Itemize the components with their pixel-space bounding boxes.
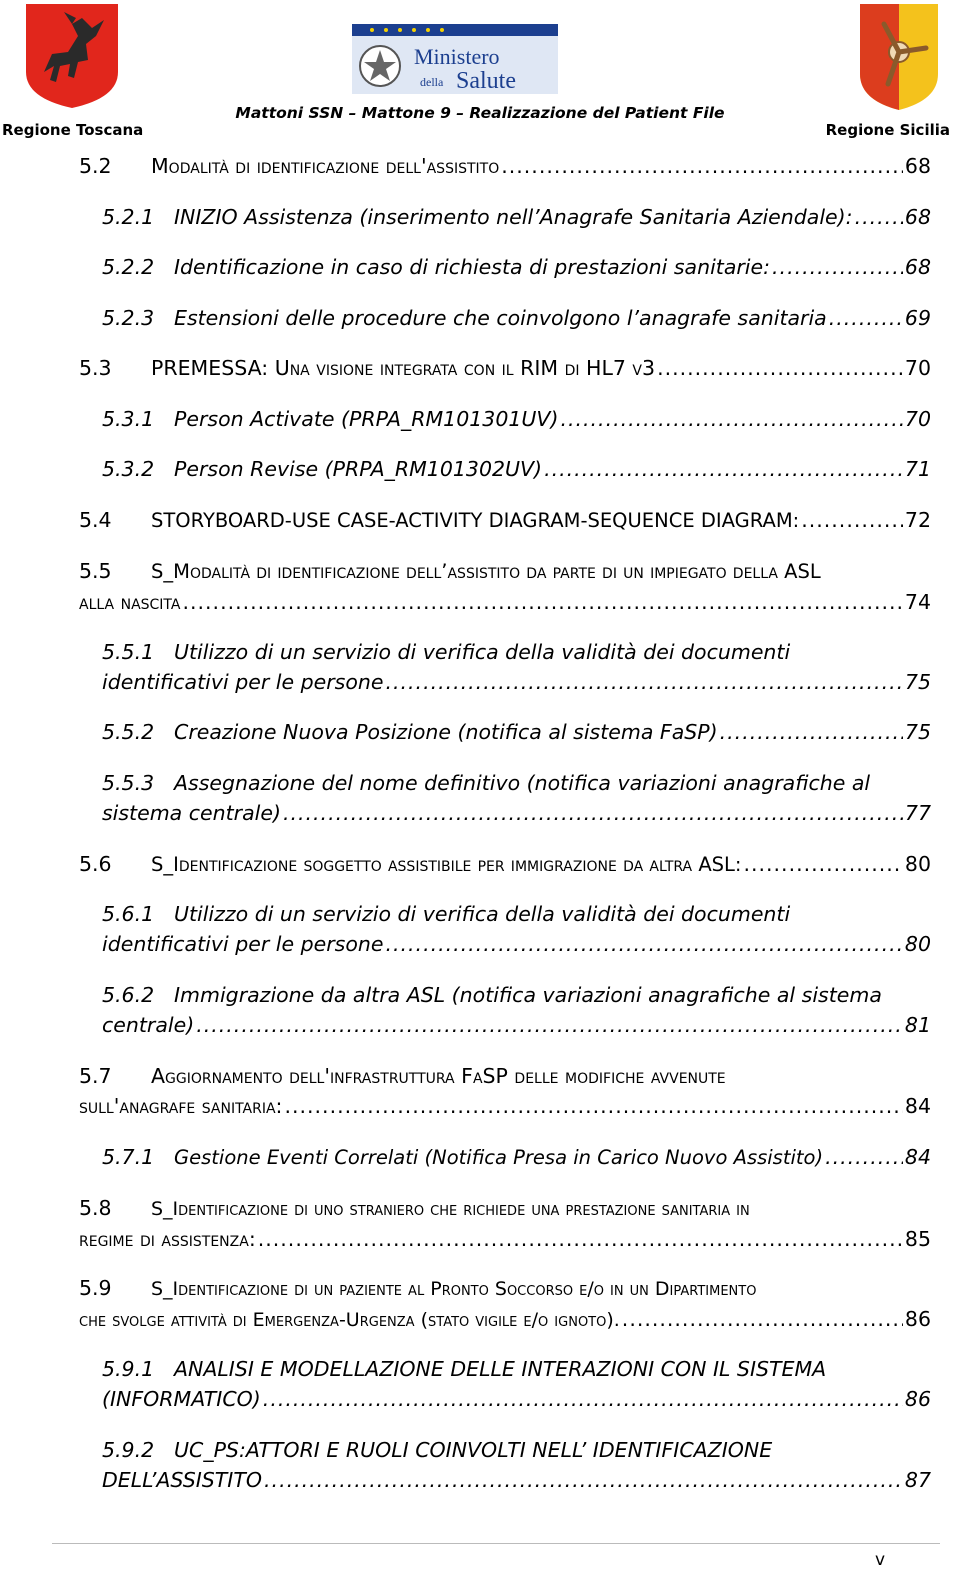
ministero-salute-logo [352, 24, 558, 94]
toc-leader [283, 798, 903, 828]
toc-page: 71 [904, 457, 931, 481]
toc-title-line1: Immigrazione da altra ASL (notifica variazioni anagrafiche al sistema [174, 983, 882, 1007]
toc-page: 74 [904, 590, 931, 614]
toc-entry-5-3[interactable] [79, 353, 931, 383]
toc-title-line2: sull'anagrafe sanitaria: [79, 1094, 283, 1118]
toc-entry-5-6-2[interactable] [102, 980, 931, 1040]
toc-entry-5-9-1[interactable] [102, 1354, 931, 1414]
toc-page: 87 [904, 1468, 931, 1492]
toc-entry-5-2-1[interactable] [102, 202, 931, 232]
toc-title: Identificazione in caso di richiesta di prestazioni sanitarie: [174, 255, 771, 279]
toc-entry-5-3-2[interactable] [102, 454, 931, 484]
toc-page: 68 [904, 255, 931, 279]
toc-entry-5-7[interactable] [79, 1061, 931, 1121]
toc-title-line1: Utilizzo di un servizio di verifica della validità dei documenti [174, 902, 791, 926]
toc-leader [743, 849, 902, 879]
toc-title-line1: S_Identificazione di un paziente al Pronto Soccorso e/o in un Dipartimento [151, 1278, 757, 1300]
toc-title: STORYBOARD-USE CASE-ACTIVITY DIAGRAM-SEQUENCE DIAGRAM: [151, 509, 800, 532]
header-title: Mattoni SSN – Mattone 9 – Realizzazione del Patient File [235, 104, 725, 122]
toc-page: 84 [904, 1145, 931, 1169]
toc-page: 84 [904, 1094, 931, 1118]
toc-title-line2: che svolge attività di Emergenza-Urgenza (stato vigile e/o ignoto). [79, 1309, 620, 1331]
toc-number: 5.3.2 [102, 457, 155, 481]
toc-leader [829, 303, 903, 333]
toc-number: 5.7 [79, 1064, 112, 1088]
toc-page: 68 [904, 205, 931, 229]
toc-number: 5.9.2 [102, 1438, 155, 1462]
toc-page: 77 [904, 801, 931, 825]
toc-page: 75 [904, 720, 931, 744]
toc-number: 5.6.1 [102, 902, 155, 926]
ministry-logo-line2: della [420, 75, 444, 89]
toc-leader [385, 929, 902, 959]
toc-title: Estensioni delle procedure che coinvolgono l’anagrafe sanitaria [174, 306, 827, 330]
toc-number: 5.3 [79, 356, 112, 380]
toc-entry-5-2[interactable] [79, 151, 931, 181]
toc-number: 5.5.2 [102, 720, 155, 744]
toc-leader [560, 404, 902, 434]
toc-number: 5.9.1 [102, 1357, 155, 1381]
toc-title-line2: (INFORMATICO) [102, 1387, 261, 1411]
toc-number: 5.4 [79, 508, 112, 532]
toc-entry-5-5-3[interactable] [102, 768, 931, 828]
footer-page-number: v [875, 1550, 886, 1570]
toc-title-line2: centrale) [102, 1013, 195, 1037]
ministry-logo-line1: Ministero [414, 44, 500, 69]
toc-number: 5.2 [79, 154, 112, 178]
toc-page: 86 [904, 1387, 931, 1411]
toc-title-line1: S_Modalità di identificazione dell’assistito da parte di un impiegato della ASL [151, 560, 821, 583]
toc-page: 68 [904, 154, 931, 178]
toc-entry-5-7-1[interactable] [102, 1142, 931, 1173]
toc-page: 69 [904, 306, 931, 330]
toc-title-line1: S_Identificazione di uno straniero che richiede una prestazione sanitaria in [151, 1198, 750, 1220]
toc-title-line1: Aggiornamento dell'infrastruttura FaSP delle modifiche avvenute [151, 1064, 726, 1088]
toc-entry-5-3-1[interactable] [102, 404, 931, 434]
toc-number: 5.2.3 [102, 306, 155, 330]
toc-number: 5.6.2 [102, 983, 155, 1007]
toc-entry-5-5-1[interactable] [102, 637, 931, 697]
toc-title-line2: sistema centrale) [102, 801, 281, 825]
toc-title: Creazione Nuova Posizione (notifica al sistema FaSP) [174, 720, 718, 744]
toc-title: PREMESSA: Una visione integrata con il RIM di HL7 v3 [151, 356, 656, 380]
toc-entry-5-5-2[interactable] [102, 717, 931, 747]
toc-number: 5.7.1 [102, 1145, 155, 1169]
toc-number: 5.5.1 [102, 640, 155, 664]
toc-page: 86 [904, 1307, 931, 1331]
ministry-logo-line3: Salute [456, 68, 516, 94]
regione-toscana-logo [24, 2, 120, 110]
toc-title: INIZIO Assistenza (inserimento nell’Anagrafe Sanitaria Aziendale): [174, 205, 853, 229]
toc-leader [258, 1224, 903, 1254]
toc-page: 80 [904, 852, 931, 876]
toc-entry-5-9-2[interactable] [102, 1435, 931, 1495]
toc-leader [855, 202, 903, 232]
toc-title-line1: ANALISI E MODELLAZIONE DELLE INTERAZIONI CON IL SISTEMA [174, 1357, 827, 1381]
toc-entry-5-8[interactable] [79, 1193, 931, 1254]
toc-leader [284, 1091, 902, 1121]
toc-leader [264, 1465, 903, 1495]
toc-entry-5-2-2[interactable] [102, 252, 931, 282]
toc-number: 5.5.3 [102, 771, 155, 795]
toc-page: 81 [904, 1013, 931, 1037]
toc-leader [657, 353, 903, 383]
toc-leader [544, 454, 903, 484]
toc-number: 5.6 [79, 852, 112, 876]
toc-page: 85 [904, 1227, 931, 1251]
toc-leader [182, 587, 902, 617]
toc-leader [772, 252, 903, 282]
toc-leader [196, 1010, 903, 1040]
toc-entry-5-9[interactable] [79, 1273, 931, 1335]
toc-title-line1: Assegnazione del nome definitivo (notifica variazioni anagrafiche al [174, 771, 871, 795]
toc-title: Person Activate (PRPA_RM101301UV) [174, 407, 559, 431]
toc-page: 72 [904, 508, 931, 532]
toc-number: 5.3.1 [102, 407, 155, 431]
toc-page: 70 [904, 407, 931, 431]
toc-title-line1: Utilizzo di un servizio di verifica della validità dei documenti [174, 640, 791, 664]
toc-title-line2: DELL’ASSISTITO [102, 1468, 263, 1492]
toc-number: 5.5 [79, 559, 112, 583]
toc-entry-5-6-1[interactable] [102, 899, 931, 959]
toc-page: 80 [904, 932, 931, 956]
toc-title-line1: UC_PS:ATTORI E RUOLI COINVOLTI NELL’ IDENTIFICAZIONE [174, 1438, 773, 1462]
toc-number: 5.2.1 [102, 205, 155, 229]
toc-page: 75 [904, 670, 931, 694]
toc-leader [385, 667, 902, 697]
toc-leader [622, 1304, 903, 1334]
region-right-label: Regione Sicilia [825, 121, 950, 139]
toc-title-line2: identificativi per le persone [102, 670, 384, 694]
toc-title: Person Revise (PRPA_RM101302UV) [174, 457, 543, 481]
toc-title: Modalità di identificazione dell'assistito [151, 154, 500, 178]
toc-title: Gestione Eventi Correlati (Notifica Presa in Carico Nuovo Assistito) [174, 1146, 824, 1169]
toc-number: 5.9 [79, 1276, 112, 1300]
toc-number: 5.2.2 [102, 255, 155, 279]
toc-title-line2: identificativi per le persone [102, 932, 384, 956]
toc-leader [720, 717, 903, 747]
toc-title: S_Identificazione soggetto assistibile per immigrazione da altra ASL: [151, 853, 742, 876]
toc-entry-5-2-3[interactable] [102, 303, 931, 333]
region-left-label: Regione Toscana [2, 121, 144, 139]
toc-leader [825, 1142, 903, 1172]
regione-sicilia-logo [858, 2, 940, 112]
toc-number: 5.8 [79, 1196, 112, 1220]
toc-entry-5-5[interactable] [79, 556, 931, 617]
toc-title-line2: alla nascita [79, 590, 181, 614]
toc-leader [801, 505, 903, 535]
toc-entry-5-4[interactable] [79, 505, 931, 536]
toc-entry-5-6[interactable] [79, 849, 931, 880]
toc-title-line2: regime di assistenza: [79, 1227, 256, 1251]
toc-leader [501, 151, 903, 181]
footer-divider [52, 1543, 940, 1544]
toc-page: 70 [904, 356, 931, 380]
toc-leader [263, 1384, 903, 1414]
